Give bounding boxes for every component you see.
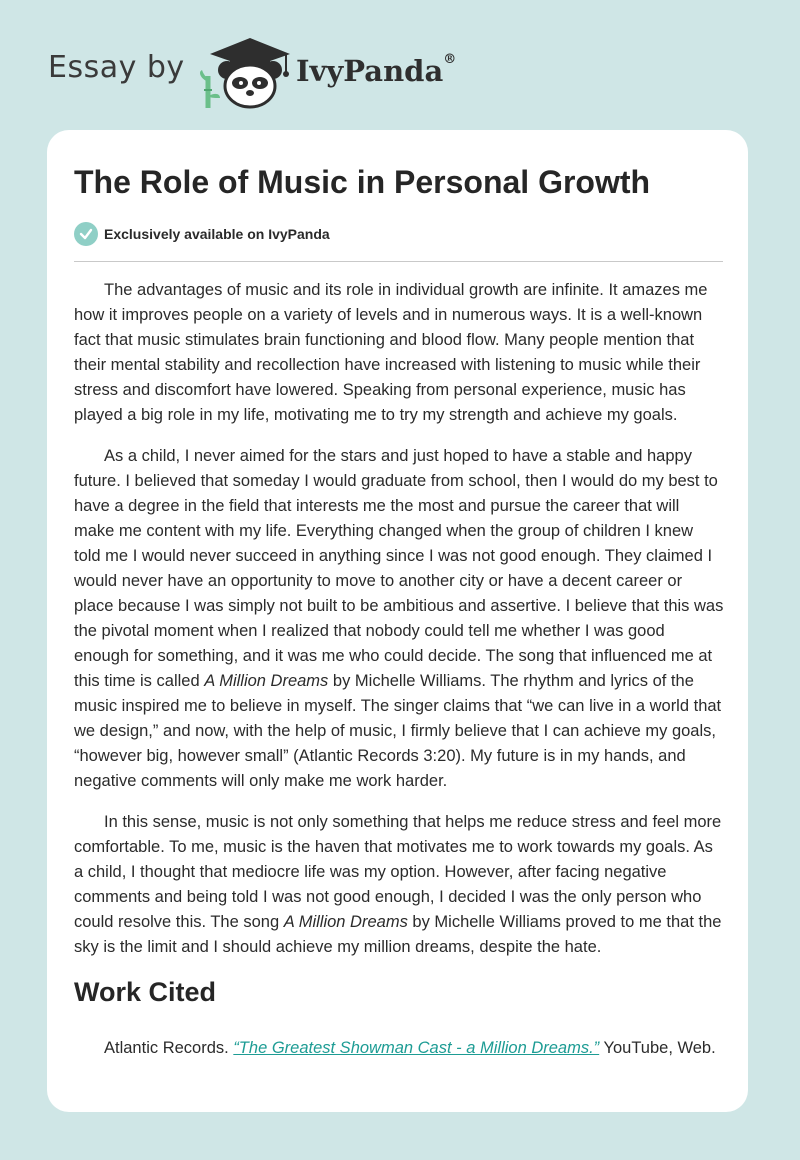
check-icon bbox=[74, 222, 98, 246]
essay-by-label: Essay by bbox=[48, 50, 185, 85]
citation-link[interactable]: “The Greatest Showman Cast - a Million Dreams.” bbox=[233, 1039, 600, 1057]
essay-body bbox=[74, 278, 724, 976]
paragraph-2: As a child, I never aimed for the stars and just hoped to have a stable and happy future. I believed that someday I would graduate from school, then I would do my best to have a degree in the field that interests me the most and pursue the career that will make me content with my life. Everything changed when the group of children I knew told me I would never succeed in anything since I was not good enough. They claimed I would never have an opportunity to move to another city or have a decent career or place because I was simply not built to be ambitious and assertive. I believe that this was the pivotal moment when I realized that nobody could tell me whether I was good enough for something, and it was me who could decide. The song that influenced me at this time is called A Million Dreams by Michelle Williams. The rhythm and lyrics of the music inspired me to believe in myself. The singer claims that “we can live in a world that we design,” and now, with the help of music, I firmly believe that I can achieve my goals, “however big, however small” (Atlantic Records 3:20). My future is in my hands, and negative comments will only make me work harder. bbox=[74, 447, 724, 790]
song-title: A Million Dreams bbox=[283, 913, 408, 931]
paragraph-1: The advantages of music and its role in individual growth are infinite. It amazes me how it improves people on a variety of levels and in numerous ways. It is a well-known fact that music stimulates brain functioning and blood flow. Many people mention that their mental stability and recollection have increased with listening to music while their stress and discomfort have lowered. Speaking from personal experience, music has played a big role in my life, motivating me to try my strength and achieve my goals. bbox=[74, 281, 708, 424]
paragraph-3: In this sense, music is not only something that helps me reduce stress and feel more comfortable. To me, music is the haven that motivates me to work towards my goals. As a child, I thought that mediocre life was my option. However, after facing negative comments and being told I was not good enough, I decided I was the only person who could resolve this. The song A Million Dreams by Michelle Williams proved to me that the sky is the limit and I should achieve my million dreams, despite the hate. bbox=[74, 813, 722, 956]
exclusive-badge bbox=[74, 222, 330, 246]
brand-name: IvyPanda® bbox=[296, 52, 457, 88]
works-cited-heading: Work Cited bbox=[74, 977, 217, 1007]
citation-entry: Atlantic Records. “The Greatest Showman Cast - a Million Dreams.” YouTube, Web. bbox=[104, 1039, 716, 1057]
site-header bbox=[48, 30, 548, 110]
divider bbox=[74, 261, 723, 262]
essay-title: The Role of Music in Personal Growth bbox=[74, 164, 651, 200]
essay-card bbox=[47, 130, 748, 1112]
panda-graduate-icon bbox=[200, 32, 292, 110]
song-title: A Million Dreams bbox=[204, 672, 329, 690]
trademark-symbol: ® bbox=[443, 52, 457, 67]
exclusive-badge-text: Exclusively available on IvyPanda bbox=[104, 226, 330, 242]
